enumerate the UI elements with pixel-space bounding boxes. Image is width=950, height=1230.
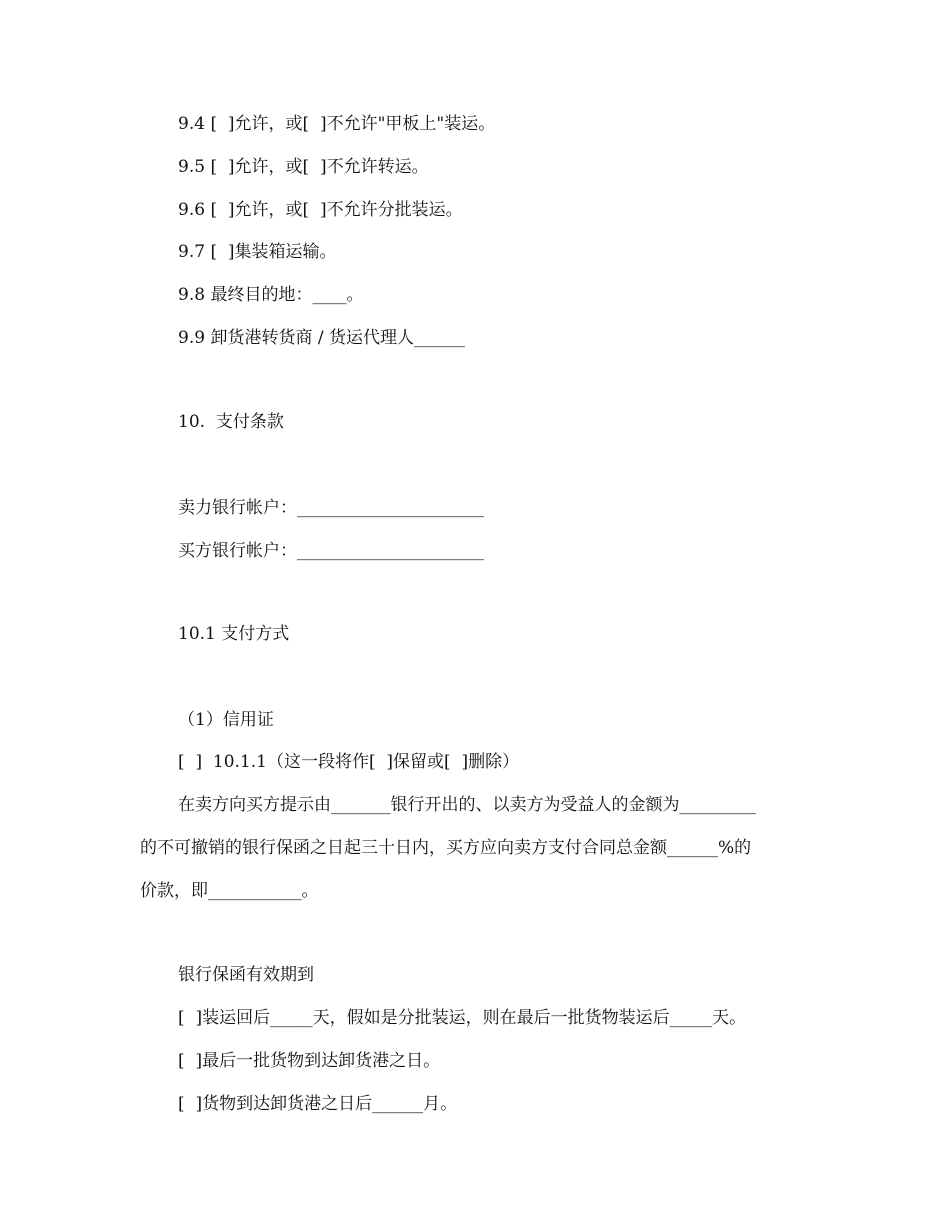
- guarantee-validity-heading: 银行保函有效期到: [178, 965, 314, 985]
- clause-9-6: 9.6 [ ]允许，或[ ]不允许分批装运。: [178, 200, 463, 220]
- seller-bank-account: 卖力银行帐户：______________________: [178, 498, 484, 518]
- clause-9-8: 9.8 最终目的地：____。: [178, 285, 364, 305]
- paragraph-line-2: 的不可撤销的银行保函之日起三十日内，买方应向卖方支付合同总金额______%的: [140, 838, 752, 858]
- letter-of-credit-heading: （1）信用证: [178, 710, 274, 730]
- paragraph-line-1: 在卖方向买方提示由_______银行开出的、以卖方为受益人的金额为_________: [178, 795, 756, 815]
- validity-option-2: [ ]最后一批货物到达卸货港之日。: [178, 1051, 441, 1071]
- clause-9-5: 9.5 [ ]允许，或[ ]不允许转运。: [178, 157, 429, 177]
- section-10-heading: 10. 支付条款: [178, 412, 284, 432]
- section-10-1-heading: 10.1 支付方式: [178, 624, 290, 644]
- validity-option-1: [ ]装运回后_____天，假如是分批装运，则在最后一批货物装运后_____天。: [178, 1008, 747, 1028]
- clause-10-1-1: [ ] 10.1.1（这一段将作[ ]保留或[ ]删除）: [178, 752, 520, 772]
- validity-option-3: [ ]货物到达卸货港之日后______月。: [178, 1094, 458, 1114]
- paragraph-line-3: 价款，即___________。: [140, 881, 319, 901]
- clause-9-9: 9.9 卸货港转货商 / 货运代理人______: [178, 328, 465, 348]
- clause-9-7: 9.7 [ ]集装箱运输。: [178, 242, 337, 262]
- buyer-bank-account: 买方银行帐户：______________________: [178, 541, 484, 561]
- clause-9-4: 9.4 [ ]允许，或[ ]不允许"甲板上"装运。: [178, 114, 496, 134]
